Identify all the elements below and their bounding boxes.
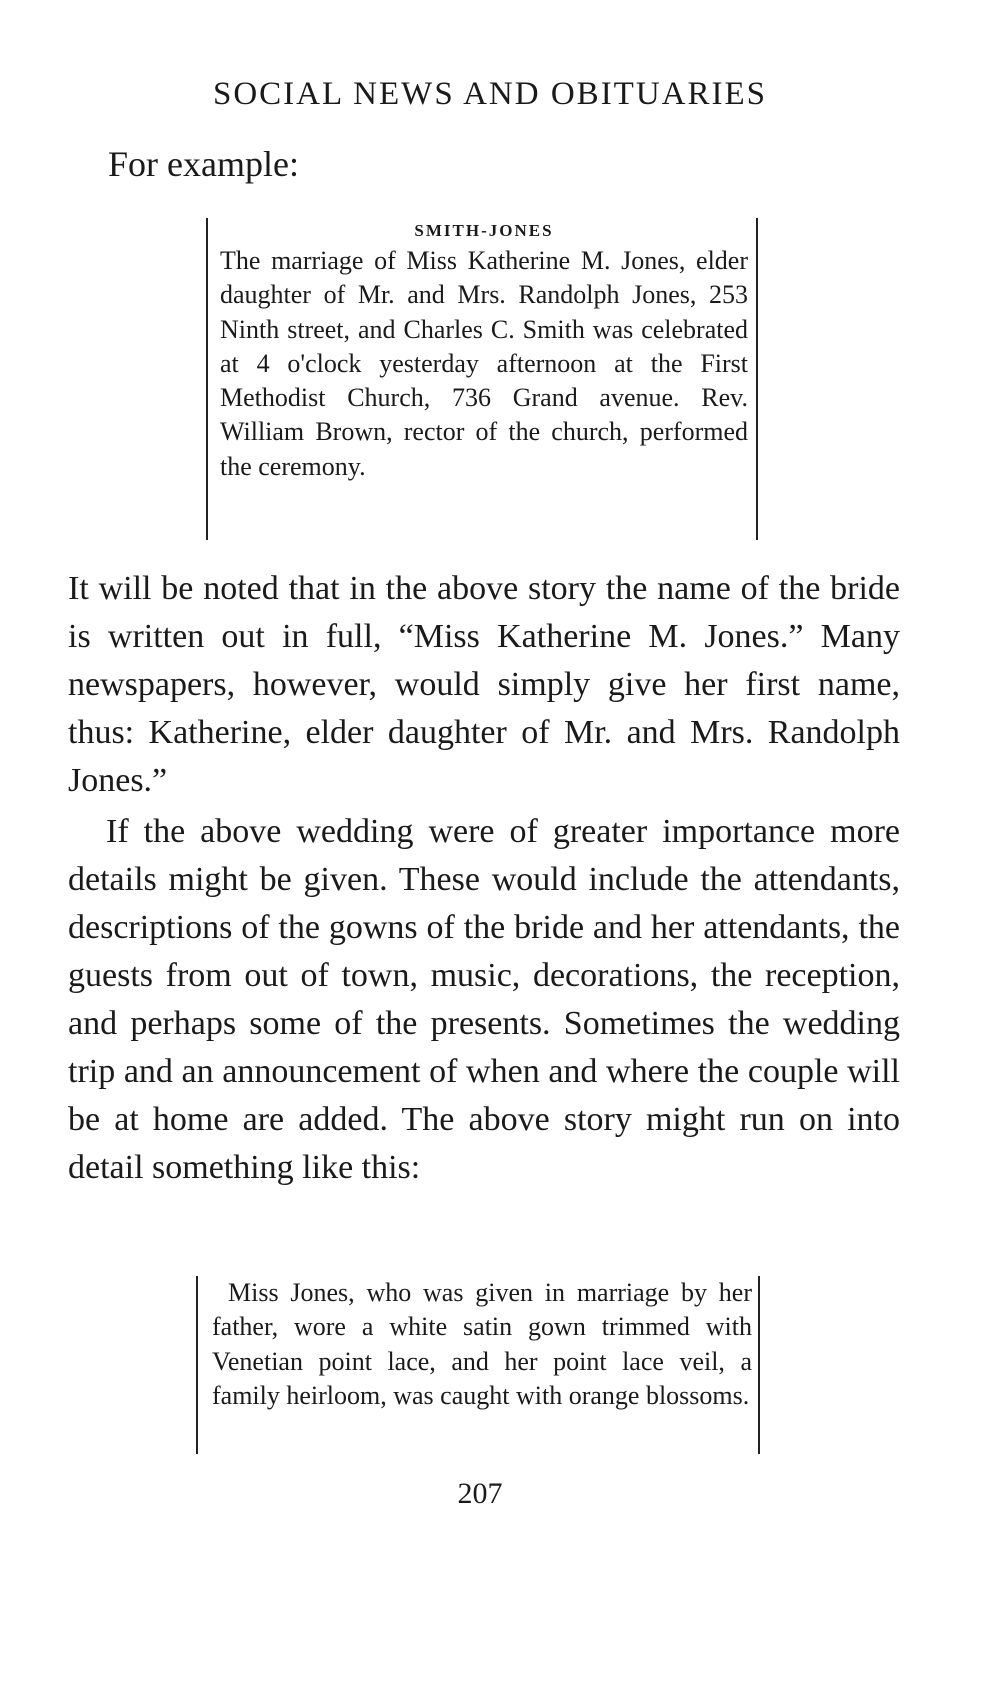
newspaper-clipping-smith-jones — [206, 218, 758, 540]
page-number: 207 — [457, 1477, 503, 1510]
newspaper-clipping-detail — [196, 1276, 760, 1454]
running-head: SOCIAL NEWS AND OBITUARIES — [212, 76, 768, 112]
clipping-text: The marriage of Miss Katherine M. Jones, elder daughter of Mr. and Mrs. Randolph Jones, 253 Ninth street, and Charles C. Smith was celebrated at 4 o'clock yesterday afternoon at the First Methodist Church, 736 Grand avenue. Rev. William Brown, rector of the church, performed the ceremony. — [220, 246, 748, 481]
body-paragraph-1: It will be noted that in the above story the name of the bride is written out in full, “Miss Katherine M. Jones.” Many newspapers, however, would simply give her first name, thus: Katherine, elder daughter of Mr. and Mrs. Randolph Jones.” — [68, 570, 900, 799]
body-paragraph-2: If the above wedding were of greater importance more details might be given. These would include the attendants, descriptions of the gowns of the bride and her attendants, the guests from out of town, music, decorations, the reception, and perhaps some of the presents. Sometimes the wedding trip and an announcement of when and where the couple will be at home are added. The above story might run on into detail something like this: — [68, 813, 900, 1186]
clipping-detail-text: Miss Jones, who was given in marriage by her father, wore a white satin gown trimmed with Venetian point lace, and her point lace veil, a family heirloom, was caught with orange blossoms. — [212, 1278, 752, 1410]
intro-line: For example: — [108, 144, 299, 184]
clipping-heading: SMITH-JONES — [414, 221, 554, 240]
